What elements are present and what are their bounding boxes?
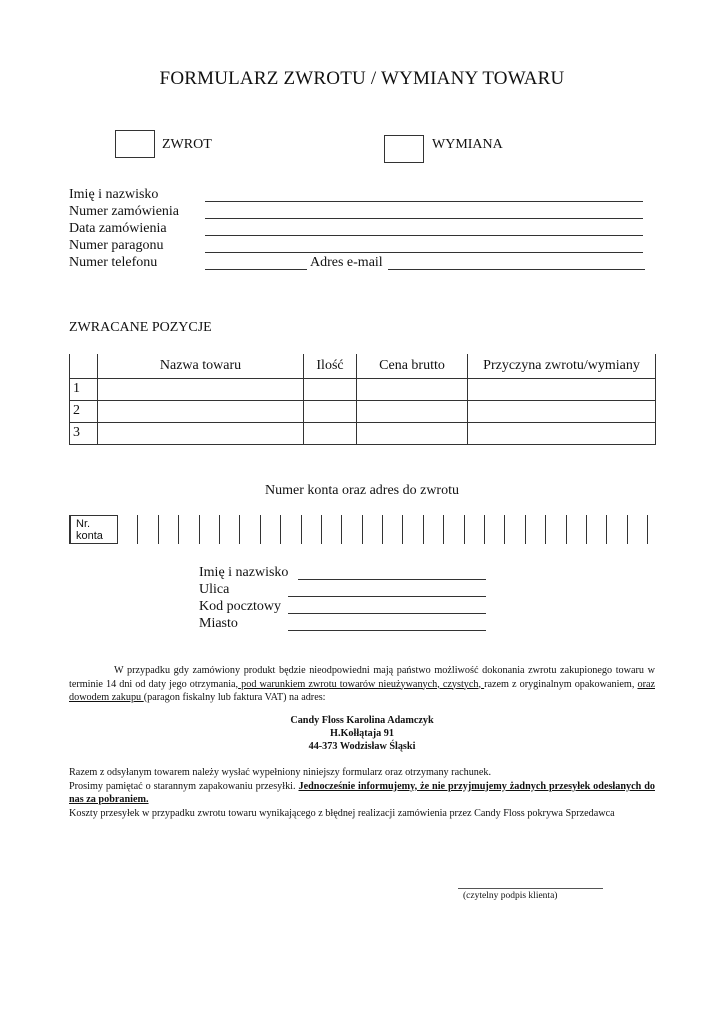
email-field[interactable] [388,269,645,270]
returned-items-heading: ZWRACANE POZYCJE [69,320,212,335]
row-number: 2 [70,400,98,422]
account-digit-cell[interactable] [607,515,627,544]
company-street: H.Kołłątaja 91 [330,728,394,739]
note-line-1: Razem z odsyłanym towarem należy wysłać wypełniony niniejszy formularz oraz otrzymany rachunek. [69,767,492,778]
account-digit-cell[interactable] [200,515,220,544]
policy-text-2: razem z oryginalnym opakowaniem, [484,678,638,690]
note-line-3: Koszty przesyłek w przypadku zwrotu towaru wynikającego z błędnej realizacji zamówienia przez Candy Floss pokrywa Sprzedawca [69,807,615,819]
signature-caption: (czytelny podpis klienta) [463,891,558,901]
wymiana-checkbox[interactable] [384,135,424,163]
policy-text-1: W przypadku gdy zamówiony produkt będzie nieodpowiedni mają państwo możliwość dokonania zwrotu zakupionego towaru w terminie 14 dni od daty jego otrzymania, [69,665,655,690]
addr-name-label: Imię i nazwisko [199,565,289,580]
item-quantity-cell[interactable] [304,400,357,422]
account-digit-cell[interactable] [220,515,240,544]
notes-block [69,766,655,820]
account-digit-cell[interactable] [444,515,464,544]
table-header-quantity: Ilość [304,354,357,378]
order-date-label: Data zamówienia [69,221,167,236]
name-label: Imię i nazwisko [69,187,159,202]
table-header-number [70,354,98,378]
email-label: Adres e-mail [310,255,383,270]
addr-street-label: Ulica [199,582,230,597]
policy-condition-text: pod warunkiem zwrotu towarów nieużywanych, czystych, [238,678,485,690]
item-reason-cell[interactable] [468,422,656,444]
item-quantity-cell[interactable] [304,422,357,444]
account-digit-cell[interactable] [322,515,342,544]
phone-field[interactable] [205,269,307,270]
account-digit-cell[interactable] [587,515,607,544]
item-name-cell[interactable] [98,378,304,400]
account-digit-cell[interactable] [302,515,322,544]
addr-street-field[interactable] [288,596,486,597]
note-line-2 [69,780,655,807]
order-number-field[interactable] [205,218,643,219]
item-price-cell[interactable] [357,400,468,422]
account-digit-cell[interactable] [505,515,525,544]
account-digit-cell[interactable] [281,515,301,544]
item-reason-cell[interactable] [468,400,656,422]
account-label: Nr. konta [70,515,118,544]
account-digit-cell[interactable] [465,515,485,544]
item-price-cell[interactable] [357,422,468,444]
row-number: 1 [70,378,98,400]
returned-items-table [69,354,656,445]
item-quantity-cell[interactable] [304,378,357,400]
addr-city-label: Miasto [199,616,238,631]
table-row [70,378,656,400]
account-digit-cell[interactable] [403,515,423,544]
account-digit-cell[interactable] [159,515,179,544]
item-name-cell[interactable] [98,400,304,422]
addr-city-field[interactable] [288,630,486,631]
table-header-name: Nazwa towaru [98,354,304,378]
zwrot-checkbox[interactable] [115,130,155,158]
item-reason-cell[interactable] [468,378,656,400]
wymiana-label: WYMIANA [432,137,503,152]
account-digit-cell[interactable] [342,515,362,544]
account-digit-cell[interactable] [179,515,199,544]
policy-proof-text: oraz dowodem zakupu [69,678,655,703]
account-digit-cell[interactable] [526,515,546,544]
account-digit-cell[interactable] [546,515,566,544]
item-price-cell[interactable] [357,378,468,400]
signature-line[interactable] [458,888,603,889]
return-policy-paragraph [69,664,655,705]
table-header-price: Cena brutto [357,354,468,378]
account-digit-cell[interactable] [118,515,138,544]
account-digit-cell[interactable] [363,515,383,544]
row-number: 3 [70,422,98,444]
name-field[interactable] [205,201,643,202]
addr-name-field[interactable] [298,579,486,580]
company-name: Candy Floss Karolina Adamczyk [290,715,434,726]
table-header-reason: Przyczyna zwrotu/wymiany [468,354,656,378]
item-name-cell[interactable] [98,422,304,444]
account-digit-cell[interactable] [424,515,444,544]
phone-label: Numer telefonu [69,255,158,270]
note-no-cod: Jednocześnie informujemy, że nie przyjmujemy żadnych przesyłek odesłanych do nas za pobraniem. [69,780,655,805]
account-digit-cell[interactable] [240,515,260,544]
table-row [70,400,656,422]
receipt-number-label: Numer paragonu [69,238,164,253]
zwrot-label: ZWROT [162,137,212,152]
account-number-field[interactable] [69,515,648,544]
company-city: 44-373 Wodzisław Śląski [308,741,416,752]
account-digit-cell[interactable] [383,515,403,544]
addr-postal-field[interactable] [288,613,486,614]
note-packing: Prosimy pamiętać o starannym zapakowaniu przesyłki. [69,780,299,792]
table-row [70,422,656,444]
table-header-row [70,354,656,378]
account-heading: Numer konta oraz adres do zwrotu [265,483,459,498]
order-number-label: Numer zamówienia [69,204,180,219]
order-date-field[interactable] [205,235,643,236]
account-digit-cell[interactable] [567,515,587,544]
addr-postal-label: Kod pocztowy [199,599,282,614]
receipt-number-field[interactable] [205,252,643,253]
account-digit-cell[interactable] [138,515,158,544]
form-title: FORMULARZ ZWROTU / WYMIANY TOWARU [159,68,565,89]
account-digit-cell[interactable] [261,515,281,544]
account-digit-cell[interactable] [485,515,505,544]
account-digit-cell[interactable] [628,515,648,544]
policy-text-3: (paragon fiskalny lub faktura VAT) na adres: [143,692,326,703]
